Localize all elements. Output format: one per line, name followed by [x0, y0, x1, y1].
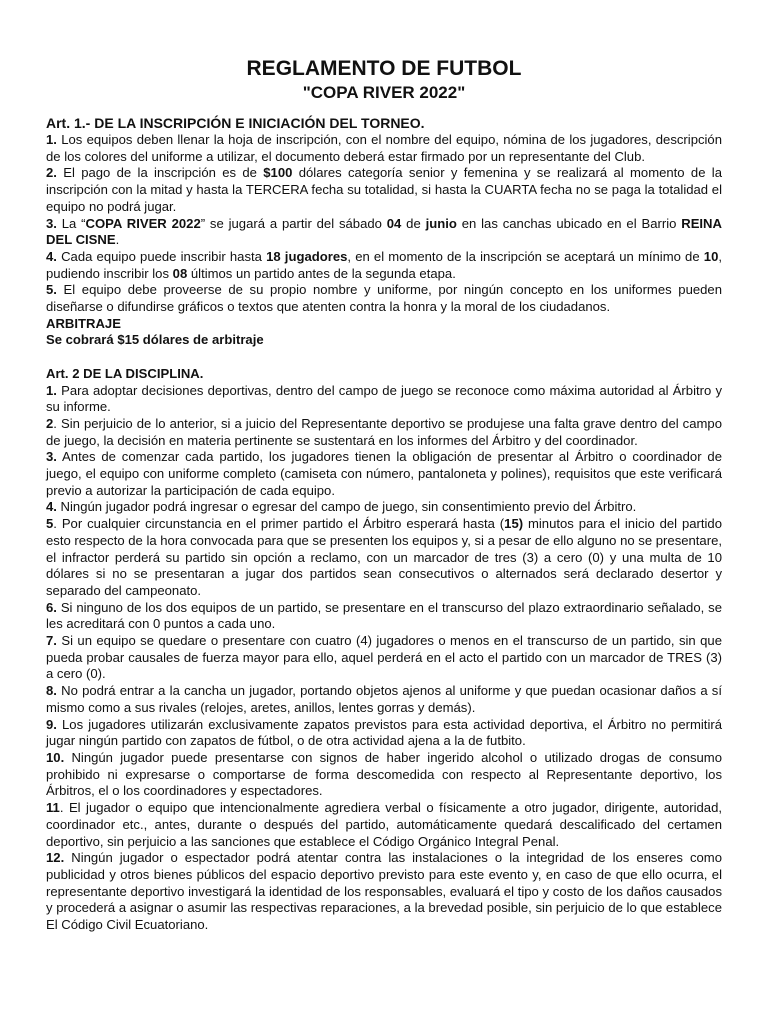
art2-item-4: 4. Ningún jugador podrá ingresar o egresar del campo de juego, sin consentimiento previo del Árbitro.: [46, 499, 637, 515]
art1-item-4: 4. Cada equipo puede inscribir hasta 18 jugadores, en el momento de la inscripción se aceptará un mínimo de 10, pudiendo inscribir los 08 últimos un partido antes de la segunda etapa.: [46, 248, 722, 281]
art2-heading: Art. 2 DE LA DISCIPLINA.: [46, 365, 204, 381]
art1-item-1: 1. Los equipos deben llenar la hoja de inscripción, con el nombre del equipo, nómina de los jugadores, descripción de los colores del uniforme a utilizar, el documento deberá estar firmado por un representante del Club.: [46, 132, 722, 164]
art2-item-9: 9. Los jugadores utilizarán exclusivamente zapatos previstos para esta actividad deportiva, el Árbitro no permitirá jugar ningún partido con zapatos de fútbol, o de otra actividad ajena a la de futbito.: [46, 716, 722, 749]
section-spacer: [46, 349, 722, 366]
art2-item-3: 3. Antes de comenzar cada partido, los jugadores tienen la obligación de presentar al Árbitro o coordinador de juego, el equipo con uniforme completo (camiseta con número, pantaloneta y polines), requisitos que este verificará previo a autorizar la participación de cada equipo.: [46, 449, 722, 498]
art1-item-3: 3. La “COPA RIVER 2022” se jugará a partir del sábado 04 de junio en las canchas ubicado en el Barrio REINA DEL CISNE.: [46, 215, 722, 248]
art2-item-6: 6. Si ninguno de los dos equipos de un partido, se presentare en el transcurso del plazo extraordinario señalado, se les acreditará con 0 puntos a cada uno.: [46, 599, 722, 632]
art2-item-10: 10. Ningún jugador puede presentarse con signos de haber ingerido alcohol o utilizado drogas de consumo prohibido ni expresarse o comportarse de forma descomedida con respecto al Representante deportivo, los Árbitros, el o los coordinadores y espectadores.: [46, 750, 722, 799]
arbitraje-heading: ARBITRAJE: [46, 315, 121, 331]
art1-heading: Art. 1.- DE LA INSCRIPCIÓN E INICIACIÓN DEL TORNEO.: [46, 115, 425, 131]
art2-item-2: 2. Sin perjuicio de lo anterior, si a juicio del Representante deportivo se produjese una falta grave dentro del campo de juego, la decisión en materia pertinente se sustentará en los informes del Árbitro y del coordinador.: [46, 415, 722, 448]
art2-item-1: 1. Para adoptar decisiones deportivas, dentro del campo de juego se reconoce como máxima autoridad al Árbitro y su informe.: [46, 382, 722, 415]
page-subtitle: "COPA RIVER 2022": [302, 83, 466, 102]
art1-item-5: 5. El equipo debe proveerse de su propio nombre y uniforme, por ningún concepto en los uniformes pueden diseñarse o difundirse gráficos o textos que atenten contra la honra y la moral de los ciudadanos.: [46, 282, 722, 315]
art2-item-12: 12. Ningún jugador o espectador podrá atentar contra las instalaciones o la integridad de los enseres como publicidad y otros bienes públicos del espacio deportivo previsto para este evento y, en caso de que ello ocurra, el representante deportivo investigará la identidad de los responsables, evaluará el tipo y costo de los daños causados y procederá a asignar o asumir las respectivas reparaciones, a la brevedad posible, sin perjuicio de lo que establece El Código Civil Ecuatoriano.: [46, 850, 722, 933]
art1-item-2: 2. El pago de la inscripción es de $100 dólares categoría senior y femenina y se realizará al momento de la inscripción con la mitad y hasta la TERCERA fecha su totalidad, si hasta la CUARTA fecha no se paga la totalidad el equipo no podrá jugar.: [46, 165, 722, 214]
art2-item-8: 8. No podrá entrar a la cancha un jugador, portando objetos ajenos al uniforme y que puedan ocasionar daños a sí mismo como a sus rivales (relojes, aretes, anillos, lentes gorras y demás).: [46, 683, 722, 715]
art2-item-5: 5. Por cualquier circunstancia en el primer partido el Árbitro esperará hasta (15) minutos para el inicio del partido esto respecto de la hora convocada para que se presenten los equipos y, si a pesar de ello alguno no se presentare, el infractor perderá su partido sin opción a reclamo, con un marcador de tres (3) a cero (0) y una multa de 10 dólares si no se presentaran a jugar dos partidos sean consecutivos o alternados será declarado desertor y separado del campeonato.: [46, 516, 722, 598]
art2-item-7: 7. Si un equipo se quedare o presentare con cuatro (4) jugadores o menos en el transcurso de un partido, sin que pueda probar causales de fuerza mayor para ello, aquel perderá en el acto el partido con un marcador de TRES (3) a cero (0).: [46, 633, 722, 682]
art2-item-11: 11. El jugador o equipo que intencionalmente agrediera verbal o físicamente a otro jugador, dirigente, autoridad, coordinador etc., antes, durante o después del partido, automáticamente quedará descalificado del certamen deportivo, sin perjuicio a las sanciones que establece el Código Orgánico Integral Penal.: [46, 800, 722, 849]
arbitraje-text: Se cobrará $15 dólares de arbitraje: [46, 332, 264, 348]
page-title: REGLAMENTO DE FUTBOL: [246, 57, 522, 80]
